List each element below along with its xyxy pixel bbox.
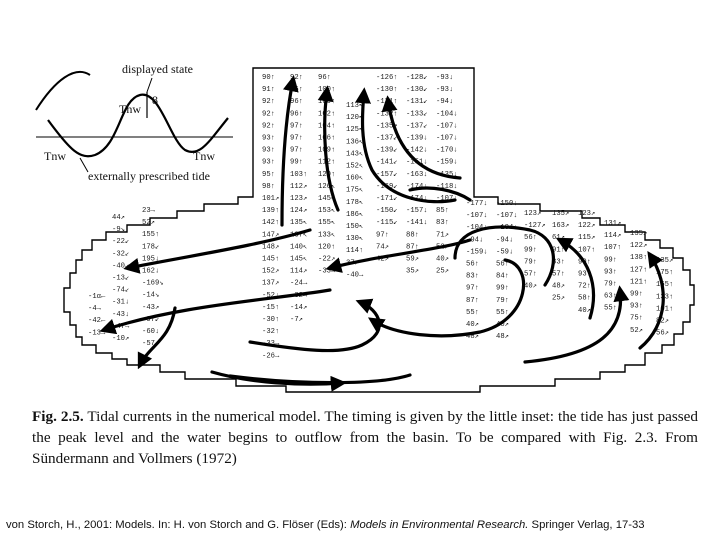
grid-cell-value: -32→: [290, 291, 308, 300]
figure-caption-label: Fig. 2.5.: [32, 408, 84, 425]
grid-cell-value: 55↑: [466, 308, 479, 317]
grid-cell-value: -159↓: [436, 158, 458, 167]
grid-cell-value: 122↗: [578, 222, 596, 231]
grid-cell-value: 84↑: [496, 272, 509, 281]
grid-cell-value: -135↗: [376, 122, 398, 131]
grid-cell-value: 137↖: [290, 231, 308, 240]
grid-cell-value: 123↗: [524, 210, 542, 218]
grid-cell-value: 155↖: [318, 219, 336, 228]
grid-cell-value: 87↑: [466, 296, 479, 305]
grid-cell-value: 100↑: [318, 86, 336, 95]
grid-cell-value: 40↗: [436, 255, 449, 264]
grid-cell-value: 63↑: [604, 292, 617, 301]
grid-cell-value: -107↓: [466, 212, 488, 221]
grid-cell-value: -52↓: [262, 291, 280, 300]
grid-cell-value: 135↗: [656, 257, 674, 265]
grid-cell-value: 92↑: [262, 98, 275, 107]
grid-cell-value: 135↖: [290, 219, 308, 228]
grid-cell-value: -97↙: [142, 315, 160, 324]
grid-cell-value: 112↗: [290, 182, 308, 191]
grid-cell-value: -137↙: [376, 134, 398, 143]
grid-cell-value: 127↑: [630, 266, 648, 275]
grid-cell-value: 96↑: [318, 74, 331, 82]
grid-cell-value: 175↑: [656, 269, 674, 278]
grid-cell-value: 160↖: [346, 174, 364, 183]
grid-cell-value: 114↗: [604, 232, 622, 241]
grid-cell-value: -10↗: [112, 335, 130, 343]
grid-cell-value: 48↗: [552, 282, 565, 291]
inset-leader-line: [147, 78, 152, 92]
grid-cell-value: 92↑: [262, 110, 275, 119]
grid-cell-value: -33→: [262, 340, 280, 349]
grid-cell-value: -118↓: [436, 182, 458, 191]
grid-cell-value: 56↑: [466, 260, 479, 269]
grid-cell-value: 44↗: [112, 214, 125, 222]
grid-cell-value: 96↑: [290, 98, 303, 107]
grid-cell-value: -32↑: [262, 328, 280, 337]
grid-cell-value: -115↙: [376, 219, 398, 228]
grid-cell-value: 99↑: [630, 290, 643, 299]
figure-caption: [32, 406, 698, 469]
grid-cell-value: -13↙: [112, 274, 130, 283]
grid-cell-value: 56↗: [656, 329, 669, 338]
grid-cell-value: 52↗: [142, 219, 155, 228]
grid-cell-value: 82↗: [656, 317, 669, 326]
grid-cell-value: -169↘: [142, 279, 164, 288]
grid-cell-value: 56↑: [524, 234, 537, 243]
grid-cell-value: -128↙: [406, 74, 428, 82]
grid-cell-value: 140↖: [290, 243, 308, 252]
grid-cell-value: 93↑: [604, 268, 617, 277]
grid-cell-value: 155↑: [142, 231, 160, 240]
grid-cell-value: -159↓: [466, 248, 488, 257]
grid-cell-value: 114↗: [290, 267, 308, 276]
grid-cell-value: -151↓: [406, 158, 428, 167]
grid-cell-value: 97↑: [376, 231, 389, 240]
grid-cell-value: -104↓: [436, 110, 458, 119]
inset-peak-label: Thw: [119, 102, 141, 116]
grid-cell-value: 58↑: [578, 294, 591, 303]
grid-cell-value: -142↓: [406, 146, 428, 155]
grid-cell-value: -127↗: [524, 222, 546, 231]
grid-cell-value: 99↑: [496, 284, 509, 293]
grid-cell-value: 101↑: [656, 305, 674, 314]
grid-cell-value: 133↖: [318, 231, 336, 240]
grid-cell-value: 79↑: [496, 296, 509, 305]
grid-cell-value: -137↙: [406, 122, 428, 131]
grid-cell-value: 124↗: [290, 207, 308, 216]
grid-cell-value: 178↖: [346, 198, 364, 207]
grid-cell-value: -104↓: [496, 224, 518, 233]
grid-cell-value: -157↓: [406, 207, 428, 216]
grid-cell-value: -104↓: [466, 224, 488, 233]
grid-cell-value: 178↙: [142, 243, 160, 252]
grid-cell-value: 148↗: [262, 243, 280, 252]
grid-cell-value: 93↑: [630, 302, 643, 311]
grid-cell-value: -107↓: [496, 212, 518, 221]
grid-cell-value: 98↑: [262, 182, 275, 191]
tide-inset: [36, 62, 233, 183]
grid-cell-value: 123↗: [578, 210, 596, 218]
grid-cell-value: 79↑: [604, 280, 617, 289]
grid-cell-value: -7↗: [290, 316, 303, 324]
grid-cell-value: 25↗: [552, 294, 565, 303]
grid-cell-value: 83↑: [436, 219, 449, 228]
grid-cell-value: -163↓: [406, 170, 428, 179]
grid-cell-value: -24→: [290, 279, 308, 288]
grid-cell-value: 93↑: [262, 158, 275, 167]
grid-cell-value: -14↘: [142, 291, 160, 300]
grid-cell-value: 109↑: [318, 146, 336, 155]
grid-cell-value: 104↑: [318, 122, 336, 131]
grid-cell-value: 99↑: [604, 256, 617, 265]
grid-cell-value: 155↑: [656, 281, 674, 290]
grid-cell-value: 120↑: [318, 170, 336, 179]
grid-cell-value: 83↑: [466, 272, 479, 281]
grid-cell-value: 57↑: [552, 270, 565, 279]
grid-cell-value: -26→: [262, 352, 280, 361]
grid-cell-value: 114↑: [346, 247, 364, 256]
grid-cell-value: 125↖: [346, 126, 364, 135]
grid-cell-value: -43↓: [112, 310, 130, 319]
grid-cell-value: -150↓: [496, 200, 518, 208]
grid-cell-value: -139↓: [406, 134, 428, 143]
inset-leader-line-bottom: [80, 158, 88, 172]
grid-cell-value: -4→: [88, 305, 101, 314]
grid-cell-value: 145↖: [290, 255, 308, 264]
grid-cell-value: 139↑: [262, 207, 280, 216]
grid-cell-value: 40↗: [524, 282, 537, 291]
grid-cell-value: 175↖: [346, 186, 364, 195]
grid-cell-value: 25↗: [436, 267, 449, 276]
figure-caption-text: Tidal currents in the numerical model. The timing is given by the little inset: the tide has just passed the peak level and the water begins to outflow from the basin. To be compared with Fig. 2.3. From Sündermann and Vollmers (1972): [32, 408, 698, 467]
citation-authors: von Storch, H., 2001: Models. In: H. von Storch and G. Flöser (Eds):: [6, 519, 351, 531]
grid-cell-value: 79↑: [524, 258, 537, 267]
grid-cell-value: -32↙: [112, 250, 130, 259]
grid-cell-value: 97↑: [290, 122, 303, 131]
grid-cell-value: 56↑: [496, 260, 509, 269]
grid-cell-value: 123↗: [290, 195, 308, 203]
grid-cell-value: 83↑: [552, 258, 565, 267]
grid-cell-value: -169↙: [376, 182, 398, 191]
grid-cell-value: 103↑: [290, 170, 308, 179]
grid-cell-value: -22↙: [112, 238, 130, 247]
grid-cell-value: -57↙: [142, 340, 160, 349]
grid-cell-value: 61↗: [552, 234, 565, 243]
grid-cell-value: 101↗: [262, 195, 280, 203]
grid-cell-value: -93↓: [436, 86, 454, 95]
grid-cell-value: -40↙: [112, 262, 130, 271]
grid-cell-value: 92↑: [290, 74, 303, 82]
grid-cell-value: 120↑: [318, 243, 336, 252]
grid-cell-value: 112↑: [318, 158, 336, 167]
grid-cell-value: 40↗: [578, 306, 591, 315]
grid-cell-value: -141↙: [376, 158, 398, 167]
grid-cell-value: 93↑: [262, 134, 275, 143]
citation-publisher: Springer Verlag, 17-33: [528, 519, 645, 531]
grid-cell-value: 55↑: [604, 304, 617, 313]
grid-cell-value: 40↗: [496, 321, 509, 329]
grid-cell-value: 135↗: [552, 210, 570, 218]
grid-cell-value: 42↗: [376, 255, 389, 264]
grid-cell-value: 97↑: [290, 146, 303, 155]
grid-cell-value: 37↗: [346, 259, 359, 268]
current-values-grid: [88, 74, 673, 360]
grid-cell-value: -40→: [346, 271, 364, 280]
grid-cell-value: -42←: [88, 317, 106, 326]
grid-cell-value: 113↖: [346, 102, 364, 110]
grid-cell-value: -132↑: [376, 110, 398, 119]
grid-cell-value: 93↑: [262, 146, 275, 155]
grid-cell-value: 59↗: [406, 255, 419, 264]
grid-cell-value: 120↖: [346, 114, 364, 123]
grid-cell-value: -74↙: [112, 286, 130, 295]
grid-cell-value: -93↓: [436, 74, 454, 82]
grid-cell-value: -107↓: [436, 122, 458, 131]
grid-cell-value: 100↑: [318, 98, 336, 107]
grid-cell-value: 75↑: [630, 314, 643, 323]
streamline-east-lower: [525, 290, 621, 362]
grid-cell-value: 152↖: [346, 162, 364, 171]
grid-cell-value: 136↖: [346, 138, 364, 147]
inset-externally-prescribed-label: externally prescribed tide: [88, 169, 210, 183]
grid-cell-value: 106↑: [318, 134, 336, 143]
grid-cell-value: 93↑: [578, 270, 591, 279]
grid-cell-value: 130↖: [346, 235, 364, 244]
grid-cell-value: 91↑: [552, 246, 565, 255]
grid-cell-value: 97↑: [290, 134, 303, 143]
grid-cell-value: -94↓: [466, 236, 484, 245]
grid-cell-value: 133↑: [656, 293, 674, 302]
grid-cell-value: 145↑: [262, 255, 280, 264]
grid-cell-value: -13→: [88, 329, 106, 338]
grid-cell-value: 115↗: [578, 234, 596, 243]
grid-cell-value: 97↑: [466, 284, 479, 293]
grid-cell-value: 40↗: [466, 321, 479, 329]
grid-cell-value: -133↙: [406, 110, 428, 119]
grid-cell-value: 135↗: [630, 230, 648, 238]
inset-marker-label: 8: [152, 93, 158, 107]
grid-cell-value: 186↖: [346, 210, 364, 219]
grid-cell-value: -15↑: [262, 303, 280, 312]
tide-curve-left: [36, 72, 90, 110]
inset-displayed-state-label: displayed state: [122, 62, 193, 76]
grid-cell-value: -59↓: [496, 248, 514, 257]
grid-cell-value: 150↖: [346, 223, 364, 231]
grid-cell-value: 87↑: [406, 243, 419, 252]
grid-cell-value: 55↑: [496, 308, 509, 317]
grid-cell-value: 74↗: [376, 243, 389, 252]
grid-cell-value: -141↓: [406, 219, 428, 228]
grid-cell-value: 99↑: [524, 246, 537, 255]
grid-cell-value: 153↖: [318, 207, 336, 216]
grid-cell-value: 72↑: [578, 282, 591, 291]
grid-cell-value: -174↓: [406, 195, 428, 203]
citation-book-title: Models in Environmental Research.: [350, 519, 529, 531]
grid-cell-value: 163↗: [552, 222, 570, 231]
inset-low-right-label: Tnw: [193, 149, 215, 163]
grid-cell-value: 147↗: [262, 231, 280, 240]
grid-cell-value: -47→: [112, 322, 130, 331]
grid-cell-value: -94↓: [436, 98, 454, 107]
grid-cell-value: 107↑: [578, 246, 596, 255]
grid-cell-value: -130↙: [406, 86, 428, 95]
grid-cell-value: 102↑: [318, 110, 336, 119]
grid-cell-value: 145↖: [318, 195, 336, 203]
grid-cell-value: -94↓: [496, 236, 514, 245]
grid-cell-value: -177↓: [466, 200, 488, 208]
grid-cell-value: -126↑: [376, 74, 398, 82]
grid-cell-value: -139↙: [376, 146, 398, 155]
grid-cell-value: 99↑: [290, 158, 303, 167]
grid-cell-value: 126↖: [318, 182, 336, 191]
grid-cell-value: 162↓: [142, 267, 160, 276]
grid-cell-value: -157↙: [376, 170, 398, 179]
grid-cell-value: -107↓: [436, 134, 458, 143]
grid-cell-value: 121↑: [630, 278, 648, 287]
grid-cell-value: 90↑: [262, 74, 275, 82]
grid-cell-value: -171↙: [376, 195, 398, 203]
grid-cell-value: -131↑: [376, 98, 398, 107]
grid-cell-value: 142↑: [262, 219, 280, 228]
grid-cell-value: -174↓: [406, 182, 428, 191]
grid-cell-value: 92↑: [262, 122, 275, 131]
grid-cell-value: -60↓: [142, 328, 160, 336]
grid-cell-value: 96↑: [290, 110, 303, 119]
inset-low-left-label: Tnw: [44, 149, 66, 163]
grid-cell-value: -150↙: [376, 207, 398, 216]
grid-cell-value: 91↑: [262, 86, 275, 95]
grid-cell-value: -31↓: [112, 298, 130, 307]
grid-cell-value: 23→: [142, 207, 155, 215]
grid-cell-value: 48↗: [466, 333, 479, 342]
grid-cell-value: 48↗: [496, 333, 509, 342]
grid-cell-value: -1α←: [88, 293, 106, 301]
grid-cell-value: -43↗: [142, 303, 160, 312]
grid-cell-value: 95↑: [290, 86, 303, 95]
grid-cell-value: 195↓: [142, 255, 160, 264]
grid-cell-value: 99↑: [578, 258, 591, 267]
grid-cell-value: -107↓: [436, 195, 458, 203]
grid-cell-value: -14↗: [290, 303, 308, 312]
grid-cell-value: 122↗: [630, 242, 648, 251]
grid-cell-value: 138↑: [630, 254, 648, 263]
grid-cell-value: 131↗: [604, 220, 622, 228]
grid-cell-value: -135↓: [436, 170, 458, 179]
source-citation: [6, 519, 718, 531]
grid-cell-value: -131↙: [406, 98, 428, 107]
grid-cell-value: 95↑: [262, 170, 275, 179]
grid-cell-value: 52↗: [630, 326, 643, 335]
grid-cell-value: 107↑: [604, 244, 622, 253]
grid-cell-value: -9↘: [112, 226, 125, 235]
grid-cell-value: -22↗: [318, 255, 336, 264]
grid-cell-value: 52↗: [436, 243, 449, 252]
grid-cell-value: 57↑: [524, 270, 537, 279]
grid-cell-value: 85↑: [436, 207, 449, 216]
grid-cell-value: 143↖: [346, 150, 364, 159]
grid-cell-value: -130↑: [376, 86, 398, 95]
grid-cell-value: 88↑: [406, 231, 419, 240]
grid-cell-value: 35↗: [406, 267, 419, 276]
grid-cell-value: -33→: [318, 267, 336, 276]
grid-cell-value: -170↓: [436, 146, 458, 155]
grid-cell-value: -30↑: [262, 316, 280, 324]
grid-cell-value: 71↗: [436, 231, 449, 240]
grid-cell-value: 152↗: [262, 267, 280, 276]
grid-cell-value: 137↗: [262, 279, 280, 288]
